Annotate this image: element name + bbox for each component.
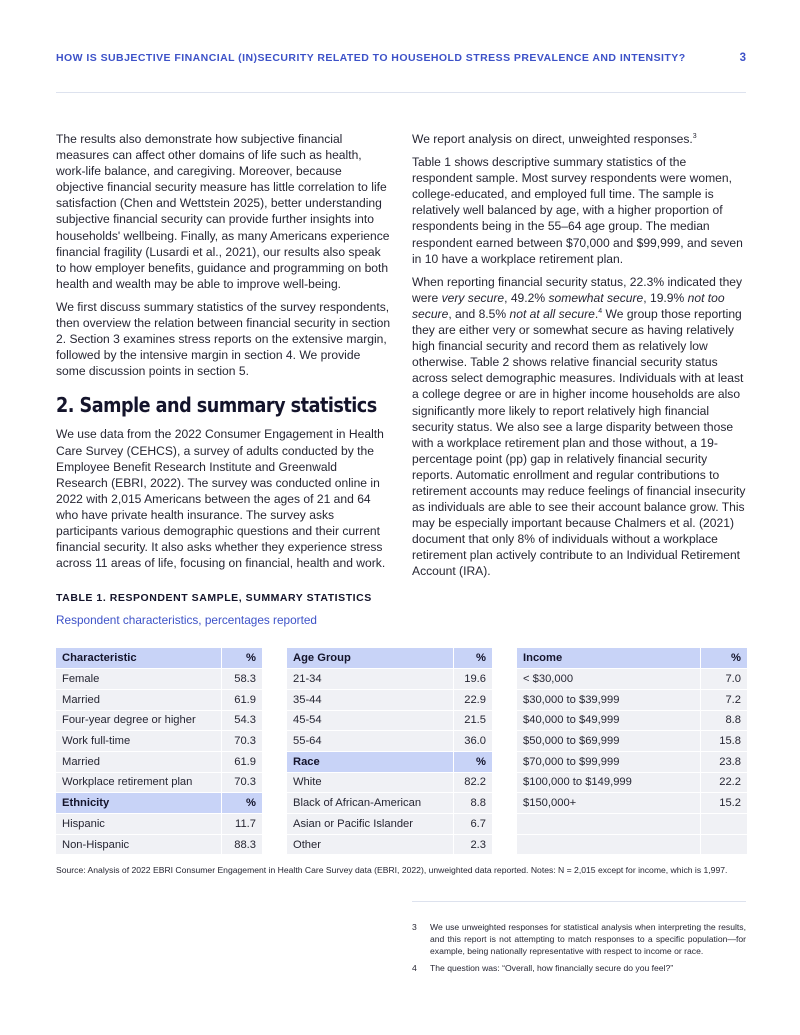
- table-cell-label: White: [287, 772, 453, 793]
- table-header-row: [287, 751, 492, 772]
- table-income: [517, 648, 747, 855]
- section-heading: 2. Sample and summary statistics: [56, 393, 377, 418]
- table-cell-label: $100,000 to $149,999: [517, 772, 700, 793]
- paragraph-text: , 19.9%: [643, 290, 688, 305]
- table-cell-value: 2.3: [453, 834, 492, 855]
- paragraph: We use data from the 2022 Consumer Engagement in Health Care Survey (CEHCS), a survey of adults conducted by the Employee Benefit Research Institute and Greenwald Research (EBRI, 2022). The survey was conducted online in 2022 with 2,015 Americans between the ages of 21 and 64 who have private health insurance. The survey asks participants various demographic questions and their current financial security. It also asks whether they experience stress across 11 areas of life, focusing on financial, health and work.: [56, 427, 386, 571]
- table-header-label: Ethnicity: [56, 793, 221, 814]
- emphasis-somewhat-secure: somewhat secure: [548, 290, 644, 305]
- table-cell-value: [700, 834, 747, 855]
- paragraph: The results also demonstrate how subjective financial measures can affect other domains of life such as health, work-life balance, and caregiving. Moreover, because objective financial security measure has little correlation to life satisfaction (Chen and Wettstein 2025), better understanding subjective financial security can provide further insights into households' wellbeing. Finally, as many Americans experience financial fragility (Lusardi et al., 2021), our results also speak to how employer benefits, guidance and programming on both health and wealth may be able to improve well-being.: [56, 132, 390, 291]
- table-row: [56, 834, 262, 855]
- emphasis-not-too-secure: not too secure: [412, 290, 725, 321]
- table-header-percent: %: [453, 751, 492, 772]
- table-row: [56, 814, 262, 835]
- table-row: [287, 834, 492, 855]
- table-row: [287, 814, 492, 835]
- table-row: [56, 772, 262, 793]
- table-row: [56, 669, 262, 690]
- table-row: [56, 689, 262, 710]
- table-row: [517, 814, 747, 835]
- paragraph-text: When reporting financial security status, 22.3% indicated they were: [412, 274, 743, 305]
- table-header-label: Age Group: [287, 648, 453, 669]
- table-cell-value: 58.3: [221, 669, 262, 690]
- footnotes: [412, 921, 746, 978]
- table-cell-value: 22.9: [453, 689, 492, 710]
- table-cell-value: 70.3: [221, 772, 262, 793]
- table-cell-value: 21.5: [453, 710, 492, 731]
- table-cell-label: $30,000 to $39,999: [517, 689, 700, 710]
- table-row: [517, 710, 747, 731]
- table-cell-label: Four-year degree or higher: [56, 710, 221, 731]
- footnote-divider: [412, 901, 746, 902]
- table-header-percent: %: [453, 648, 492, 669]
- table-cell-value: [700, 814, 747, 835]
- paragraph: [412, 274, 748, 580]
- table-cell-label: [517, 834, 700, 855]
- table-cell-label: Workplace retirement plan: [56, 772, 221, 793]
- table-cell-value: 7.2: [700, 689, 747, 710]
- paragraph-text: , 49.2%: [504, 290, 549, 305]
- paragraph-text: We report analysis on direct, unweighted responses.: [412, 132, 693, 146]
- table-header-row: [56, 648, 262, 669]
- footnote-text: We use unweighted responses for statistical analysis when interpreting the results, and this report is not attempting to match responses to a specific population—for example, being nationally representative with respect to income or race.: [430, 922, 746, 957]
- table-age-race: [287, 648, 492, 855]
- table-cell-value: 15.8: [700, 731, 747, 752]
- footnote-number: 4: [412, 962, 417, 973]
- table-subtitle: Respondent characteristics, percentages reported: [56, 613, 317, 627]
- table-cell-label: $40,000 to $49,999: [517, 710, 700, 731]
- right-column: [412, 131, 748, 587]
- table-cell-label: Female: [56, 669, 221, 690]
- table-cell-label: 35-44: [287, 689, 453, 710]
- table-characteristics: [56, 648, 262, 855]
- table-cell-value: 22.2: [700, 772, 747, 793]
- table-row: [517, 772, 747, 793]
- footnote-ref[interactable]: 4: [598, 307, 603, 315]
- page-number: 3: [739, 52, 746, 64]
- table-cell-label: 45-54: [287, 710, 453, 731]
- table-cell-label: $150,000+: [517, 793, 700, 814]
- table-cell-value: 88.3: [221, 834, 262, 855]
- table-row: [287, 731, 492, 752]
- paragraph-text: .: [594, 306, 599, 321]
- table-row: [56, 710, 262, 731]
- table-cell-value: 54.3: [221, 710, 262, 731]
- table-cell-value: 8.8: [453, 793, 492, 814]
- table-cell-label: $70,000 to $99,999: [517, 751, 700, 772]
- table-header-row: [517, 648, 747, 669]
- table-row: [517, 669, 747, 690]
- paragraph-text: We group those reporting they are either very or somewhat secure as having relatively high financial security and record them as relatively low otherwise. Table 2 shows relative financial security status across select demographic measures. Individuals with at least a college degree or are in higher income households are also significantly more likely to report relatively high financial security status. We also see a large disparity between those with a workplace retirement plan and those without, a 19-percentage point (pp) gap in relatively financial security reports. Automatic enrollment and regular contributions to retirement accounts may reduce feelings of financial insecurity as individuals are able to see their account balance grow. This may be especially important because Chalmers et al. (2021) document that only 8% of individuals without a workplace retirement plan actively contribute to an Individual Retirement Account (IRA).: [412, 306, 746, 579]
- table-cell-label: Hispanic: [56, 814, 221, 835]
- table-header-percent: %: [700, 648, 747, 669]
- table-cell-label: Black of African-American: [287, 793, 453, 814]
- table-header-label: Race: [287, 751, 453, 772]
- footnote-text: The question was: “Overall, how financially secure do you feel?”: [430, 962, 674, 973]
- table-header-row: [287, 648, 492, 669]
- table-row: [287, 772, 492, 793]
- left-column: [56, 131, 392, 578]
- paragraph: We first discuss summary statistics of the survey respondents, then overview the relation between financial security in section 2. Section 3 examines stress reports on the extensive margin, followed by the intensive margin in section 4. We provide some discussion points in section 5.: [56, 299, 391, 379]
- table-cell-value: 6.7: [453, 814, 492, 835]
- running-title: HOW IS SUBJECTIVE FINANCIAL (IN)SECURITY RELATED TO HOUSEHOLD STRESS PREVALENCE AND INTENSITY?: [56, 52, 686, 64]
- table-cell-value: 19.6: [453, 669, 492, 690]
- table-row: [517, 793, 747, 814]
- table-cell-value: 61.9: [221, 689, 262, 710]
- table-cell-label: Non-Hispanic: [56, 834, 221, 855]
- table-row: [287, 710, 492, 731]
- table-cell-label: Other: [287, 834, 453, 855]
- table-cell-value: 70.3: [221, 731, 262, 752]
- table-row: [517, 689, 747, 710]
- emphasis-not-at-all-secure: not at all secure: [509, 306, 595, 321]
- paragraph-text: , and 8.5%: [448, 306, 510, 321]
- emphasis-very-secure: very secure: [441, 290, 505, 305]
- running-header: [56, 52, 746, 68]
- table-title: TABLE 1. RESPONDENT SAMPLE, SUMMARY STATISTICS: [56, 592, 372, 604]
- table-row: [287, 689, 492, 710]
- table-cell-label: < $30,000: [517, 669, 700, 690]
- table-header-percent: %: [221, 648, 262, 669]
- table-cell-value: 82.2: [453, 772, 492, 793]
- table-cell-label: 55-64: [287, 731, 453, 752]
- table-header-label: Income: [517, 648, 700, 669]
- table-cell-value: 11.7: [221, 814, 262, 835]
- table-source-note: Source: Analysis of 2022 EBRI Consumer Engagement in Health Care Survey data (EBRI, 2022), unweighted data reported. Notes: N = 2,015 except for income, which is 1,997.: [56, 865, 728, 875]
- table-cell-label: [517, 814, 700, 835]
- table-cell-label: $50,000 to $69,999: [517, 731, 700, 752]
- paragraph: [412, 131, 748, 147]
- footnote-number: 3: [412, 922, 417, 932]
- table-header-row: [56, 793, 262, 814]
- table-row: [287, 669, 492, 690]
- table-cell-label: 21-34: [287, 669, 453, 690]
- table-cell-value: 15.2: [700, 793, 747, 814]
- table-cell-label: Married: [56, 689, 221, 710]
- table-row: [517, 834, 747, 855]
- table-cell-value: 61.9: [221, 751, 262, 772]
- paragraph: Table 1 shows descriptive summary statistics of the respondent sample. Most survey respondents were women, college-educated, and employed full time. The sample is relatively well balanced by age, with a higher proportion of respondents being in the 55–64 age group. The median respondent earned between $70,000 and $99,999, and seven in 10 have a workplace retirement plan.: [412, 155, 743, 266]
- table-cell-value: 23.8: [700, 751, 747, 772]
- table-cell-value: 8.8: [700, 710, 747, 731]
- table-header-label: Characteristic: [56, 648, 221, 669]
- header-divider: [56, 92, 746, 93]
- table-cell-label: Married: [56, 751, 221, 772]
- footnote-ref[interactable]: 3: [692, 132, 697, 140]
- table-row: [517, 731, 747, 752]
- table-cell-value: 36.0: [453, 731, 492, 752]
- table-cell-label: Asian or Pacific Islander: [287, 814, 453, 835]
- table-header-percent: %: [221, 793, 262, 814]
- footnote: [412, 962, 746, 974]
- table-row: [287, 793, 492, 814]
- table-row: [517, 751, 747, 772]
- table-row: [56, 751, 262, 772]
- table-cell-value: 7.0: [700, 669, 747, 690]
- footnote: [412, 921, 746, 958]
- table-cell-label: Work full-time: [56, 731, 221, 752]
- table-row: [56, 731, 262, 752]
